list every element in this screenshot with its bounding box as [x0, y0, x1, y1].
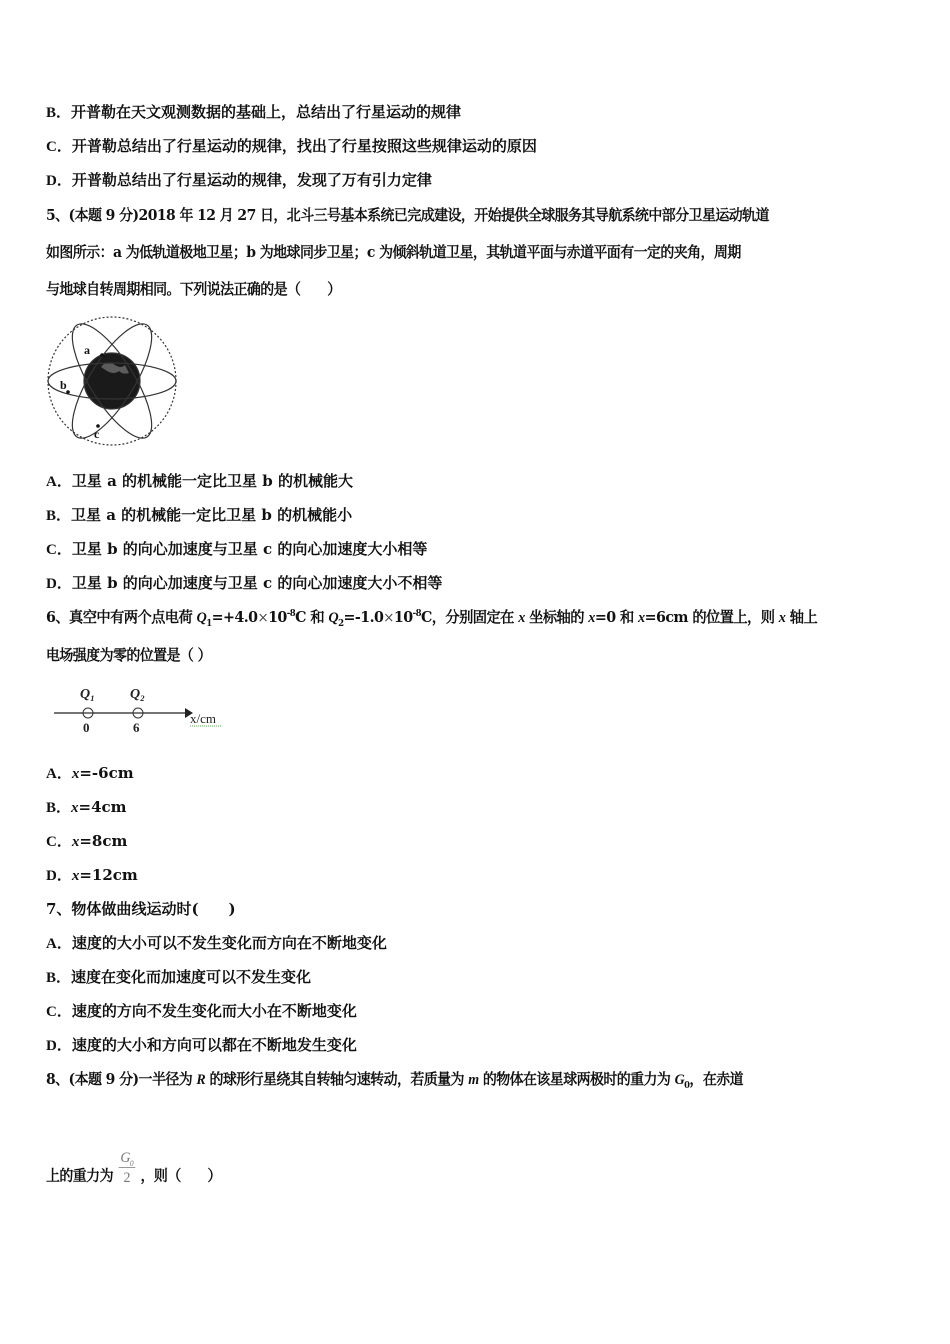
- axis-label: x/cm: [190, 711, 216, 726]
- option-text: 开普勒总结出了行星运动的规律，找出了行星按照这些规律运动的原因: [71, 137, 537, 155]
- variable-x: x: [518, 610, 525, 626]
- q5-stem-line2: 如图所示：a 为低轨道极地卫星；b 为地球同步卫星；c 为倾斜轨道卫星，其轨道平面与赤道平面有一定的夹角，周期: [46, 243, 741, 261]
- option-letter: B．: [46, 970, 72, 986]
- orbit-label-a: a: [84, 343, 90, 357]
- q5-stem-line3: 与地球自转周期相同。下列说法正确的是（ ）: [46, 280, 341, 298]
- subscript: 2: [338, 619, 344, 629]
- q4-option-d: [46, 170, 432, 191]
- option-text: 卫星 b 的向心加速度与卫星 c 的向心加速度大小相等: [71, 540, 428, 558]
- q5-stem-line1: 5、(本题 9 分)2018 年 12 月 27 日，北斗三号基本系统已完成建设，开始提供全球服务其导航系统中部分卫星运动轨道: [46, 206, 769, 224]
- fraction-denominator: 2: [123, 1170, 130, 1186]
- option-variable: x: [71, 766, 80, 782]
- option-letter: D．: [46, 173, 72, 189]
- stem-text: =0 和: [594, 608, 639, 626]
- option-text: 速度的大小和方向可以都在不断地发生变化: [71, 1036, 357, 1054]
- option-letter: D．: [46, 1038, 72, 1054]
- x-axis-diagram-icon: [50, 680, 240, 740]
- numerator-symbol: G: [120, 1150, 130, 1166]
- option-text: 速度在变化而加速度可以不发生变化: [71, 968, 312, 986]
- variable-x: x: [638, 610, 645, 626]
- option-text: 开普勒在天文观测数据的基础上，总结出了行星运动的规律: [71, 103, 462, 121]
- variable-x: x: [588, 610, 595, 626]
- q8-stem-line1: [46, 1069, 743, 1090]
- q7-option-c: [46, 1001, 357, 1022]
- q5-option-c: [46, 539, 427, 560]
- q7-option-d: [46, 1035, 357, 1056]
- stem-text: 轴上: [785, 608, 818, 626]
- q5-option-b: [46, 505, 352, 526]
- q6-stem-line1: [46, 607, 817, 628]
- q6-option-d: [46, 865, 138, 886]
- option-letter: B．: [46, 800, 72, 816]
- option-text: 卫星 b 的向心加速度与卫星 c 的向心加速度大小不相等: [71, 574, 443, 592]
- option-letter: C．: [46, 139, 72, 155]
- variable-m: m: [468, 1072, 479, 1088]
- subscript: 1: [206, 619, 212, 629]
- stem-text: ，在赤道: [689, 1070, 744, 1088]
- orbit-label-b: b: [60, 378, 67, 392]
- stem-text: ，分别固定在: [431, 608, 519, 626]
- tick-label-6: 6: [133, 720, 140, 735]
- stem-text: 8、(本题 9 分)一半径为: [46, 1070, 197, 1088]
- variable-r: R: [196, 1072, 206, 1088]
- q8-stem-line2: [46, 1150, 221, 1196]
- option-text: 速度的大小可以不发生变化而方向在不断地变化: [71, 934, 387, 952]
- q6-stem-line2: 电场强度为零的位置是（ ）: [46, 646, 212, 664]
- stem-text: 的球形行星绕其自转轴匀速转动，若质量为: [205, 1070, 469, 1088]
- times-sign: ×: [383, 610, 394, 626]
- stem-text: 真空中有两个点电荷: [69, 608, 197, 626]
- q5-option-d: [46, 573, 442, 594]
- q7-stem: 7、物体做曲线运动时( ): [46, 900, 236, 918]
- charge-value-q1: =+4.0: [211, 608, 258, 626]
- option-letter: D．: [46, 576, 72, 592]
- satellite-orbit-figure: [46, 312, 181, 452]
- charge-symbol-q1: Q: [196, 610, 207, 626]
- stem-text: ，则（ ）: [140, 1166, 221, 1185]
- fraction-numerator: [119, 1149, 135, 1168]
- q4-option-c: [46, 136, 537, 157]
- option-letter: B．: [46, 105, 72, 121]
- unit: C: [420, 608, 432, 626]
- option-letter: B．: [46, 508, 72, 524]
- option-letter: C．: [46, 1004, 72, 1020]
- orbit-diagram-icon: [46, 312, 181, 452]
- option-text: 卫星 a 的机械能一定比卫星 b 的机械能大: [71, 472, 353, 490]
- option-text: =4cm: [78, 798, 127, 816]
- option-text: =12cm: [79, 866, 138, 884]
- stem-text: 的物体在该星球两极时的重力为: [478, 1070, 675, 1088]
- q7-option-a: [46, 933, 387, 954]
- q4-option-b: [46, 102, 461, 123]
- stem-text: =6cm 的位置上，则: [644, 608, 779, 626]
- option-letter: A．: [46, 766, 72, 782]
- orbit-label-c: c: [94, 427, 100, 441]
- power-base: 10: [393, 608, 413, 626]
- stem-text: 和: [305, 608, 329, 626]
- option-text: 卫星 a 的机械能一定比卫星 b 的机械能小: [71, 506, 353, 524]
- times-sign: ×: [257, 610, 269, 626]
- q6-option-b: [46, 797, 127, 818]
- option-letter: C．: [46, 542, 72, 558]
- power-exponent: -8: [412, 609, 421, 619]
- option-variable: x: [71, 868, 80, 884]
- option-letter: C．: [46, 834, 72, 850]
- stem-text: 坐标轴的: [524, 608, 589, 626]
- option-text: 开普勒总结出了行星运动的规律，发现了万有引力定律: [71, 171, 432, 189]
- fraction-g0-over-2: [119, 1149, 135, 1188]
- option-letter: A．: [46, 474, 72, 490]
- option-variable: x: [71, 834, 80, 850]
- tick-label-0: 0: [83, 720, 90, 735]
- charge-symbol-q2: Q: [328, 610, 339, 626]
- charge-value-q2: =-1.0: [343, 608, 384, 626]
- charge-axis-figure: [50, 680, 240, 740]
- option-text: =8cm: [79, 832, 128, 850]
- variable-g: G: [674, 1072, 685, 1088]
- q6-option-c: [46, 831, 127, 852]
- subscript: 0: [684, 1081, 690, 1091]
- question-number: 6、: [46, 608, 70, 626]
- q7-option-b: [46, 967, 311, 988]
- subscript: 0: [129, 1159, 134, 1168]
- option-text: =-6cm: [79, 764, 134, 782]
- option-text: 速度的方向不发生变化而大小在不断地变化: [71, 1002, 357, 1020]
- q6-option-a: [46, 763, 134, 784]
- option-letter: A．: [46, 936, 72, 952]
- power-base: 10: [268, 608, 287, 626]
- variable-x: x: [778, 610, 786, 626]
- q1-label: Q₁: [80, 687, 95, 702]
- unit: C: [295, 608, 306, 626]
- option-letter: D．: [46, 868, 72, 884]
- option-variable: x: [71, 800, 79, 816]
- power-exponent: -8: [286, 609, 296, 619]
- q5-option-a: [46, 471, 353, 492]
- stem-text: 上的重力为: [46, 1166, 113, 1185]
- q2-label: Q₂: [130, 687, 145, 702]
